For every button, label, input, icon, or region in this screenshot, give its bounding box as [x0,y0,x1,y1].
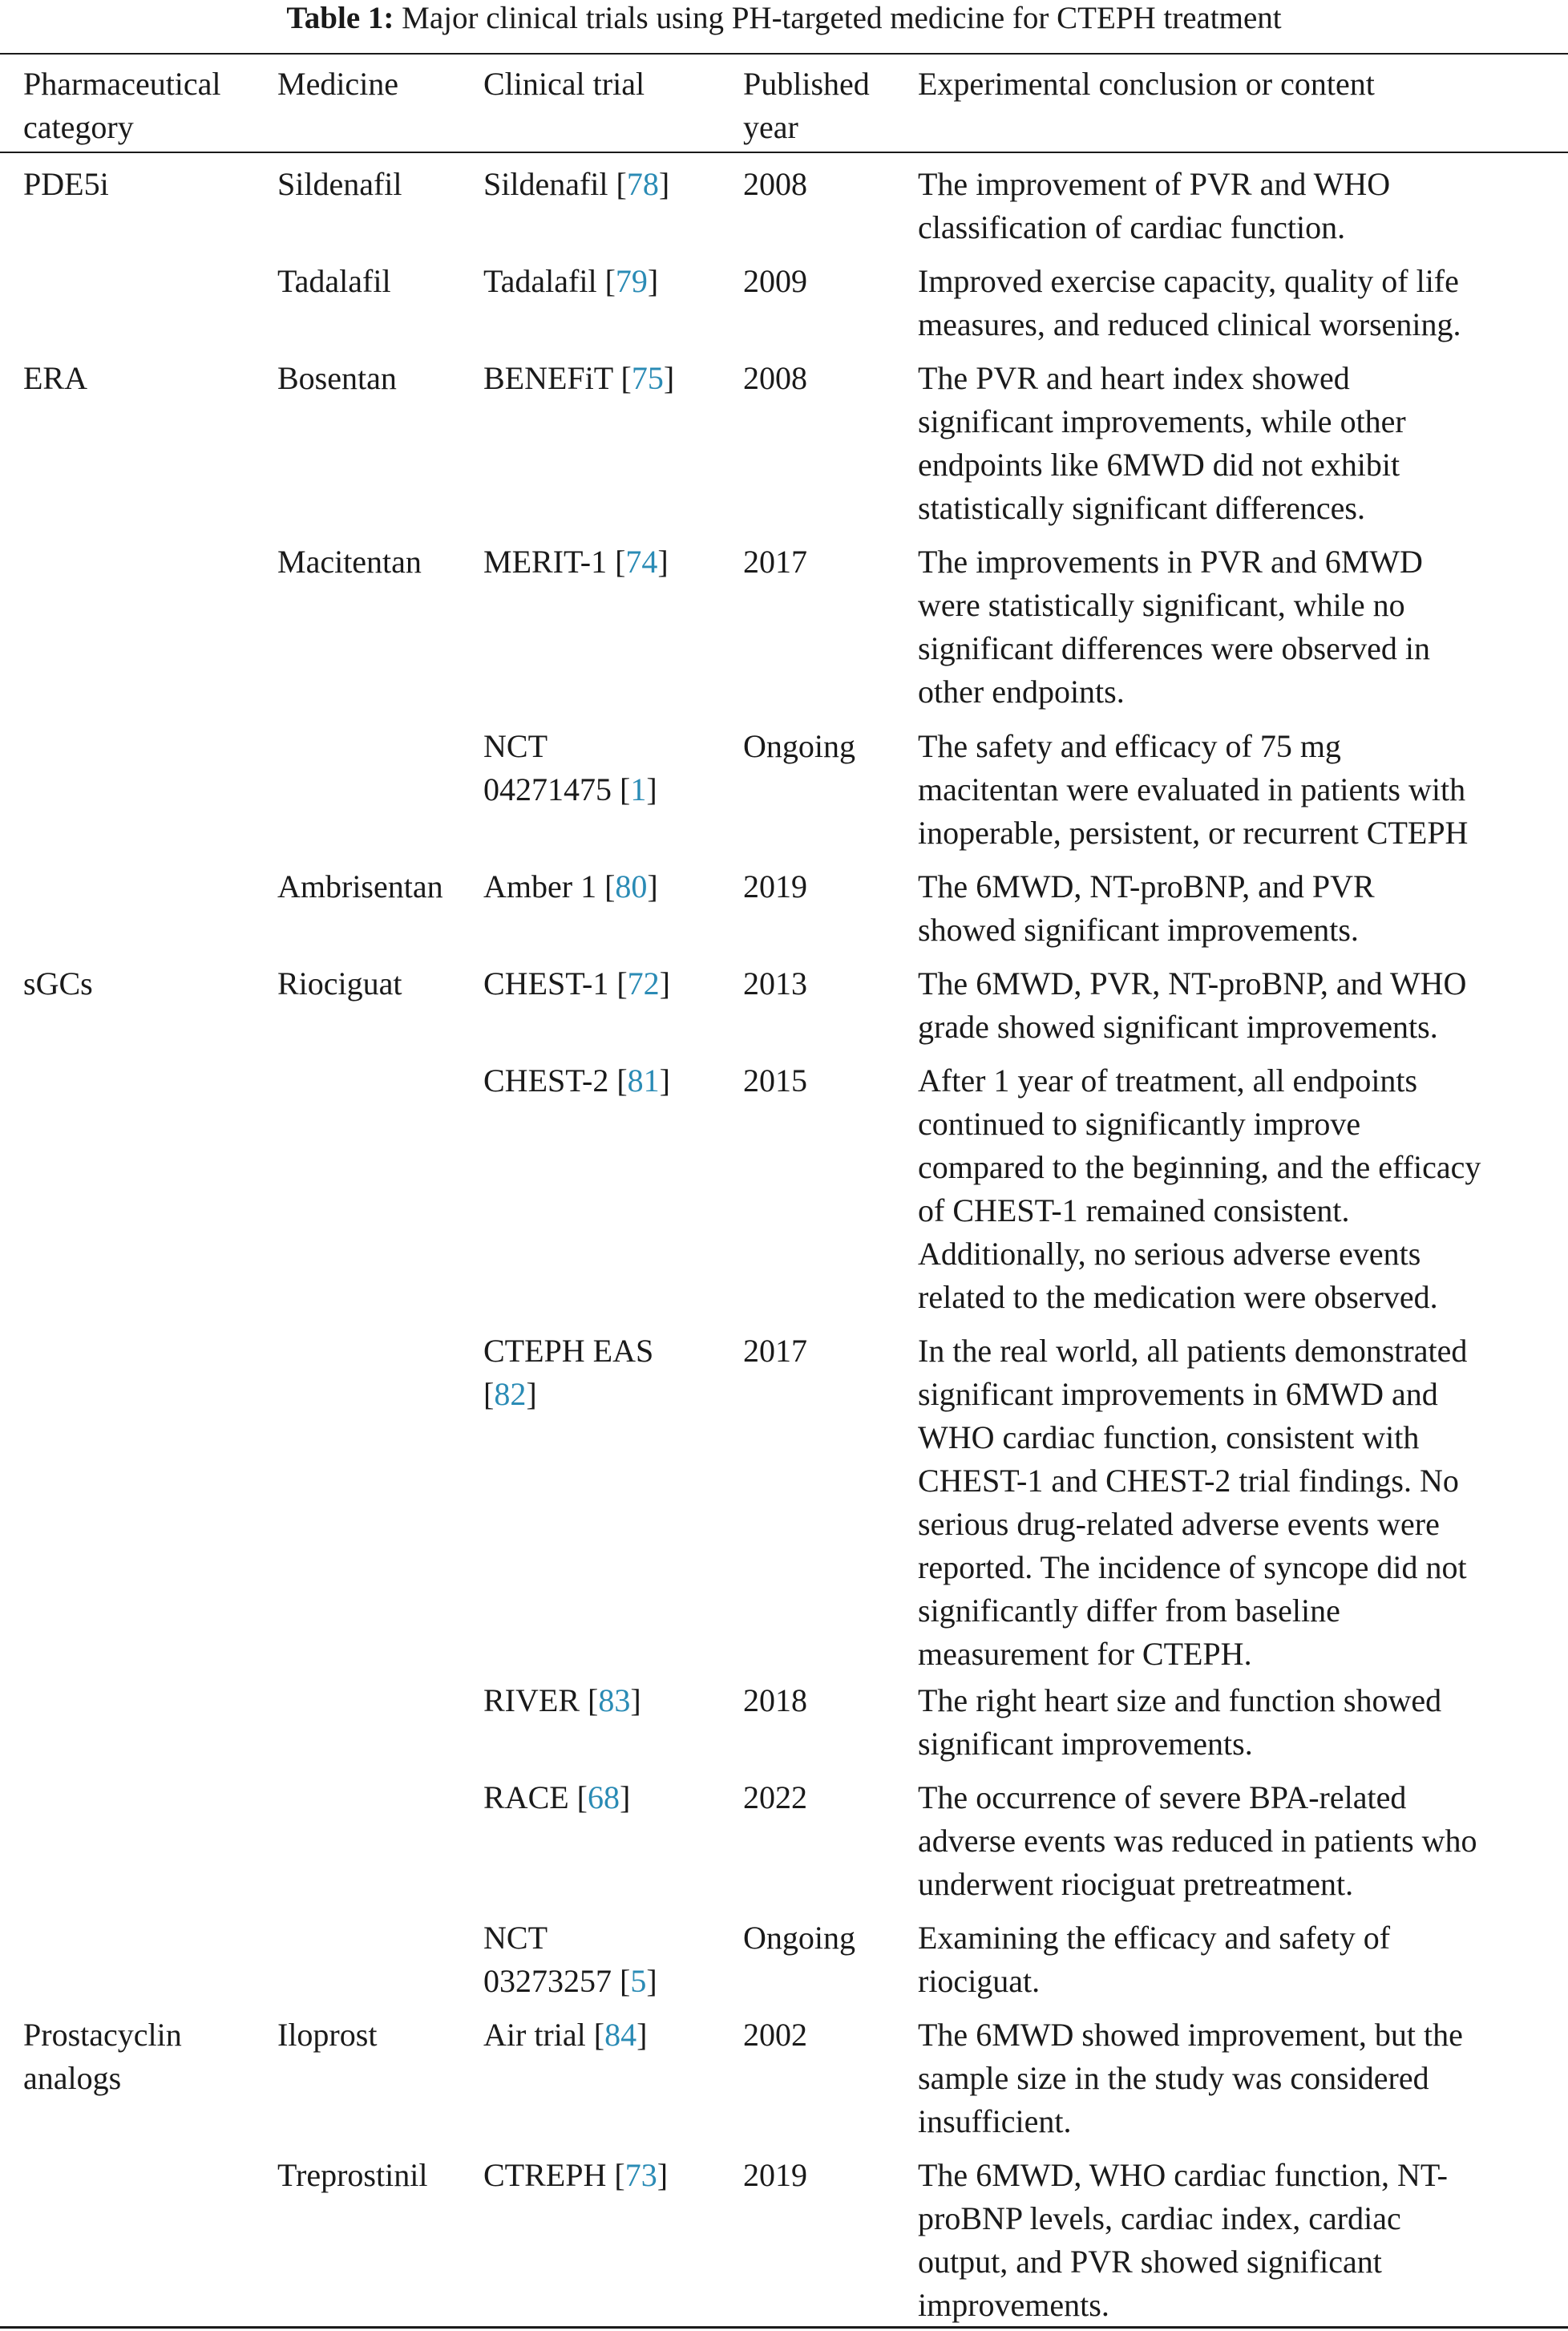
row-conclusion: Examining the efficacy and safety of riociguat. [918,1920,1391,1999]
row-trial [483,2013,740,2057]
row-category: ERA [23,360,87,396]
trial-bracket: ] [526,1376,537,1412]
trial-bracket: ] [647,868,658,904]
header-category: Pharmaceutical category [23,66,221,145]
trial-name: CHEST-1 [ [483,965,628,1002]
trial-bracket: ] [663,360,675,396]
row-year: 2017 [743,1333,807,1369]
row-trial [483,1059,740,1103]
row-year: Ongoing [743,728,855,764]
trial-bracket: ] [659,1062,670,1099]
row-trial [483,1776,740,1819]
trial-name: BENEFiT [ [483,360,632,396]
reference-link[interactable]: 73 [624,2157,657,2193]
trial-name: CTREPH [ [483,2157,625,2193]
row-trial [483,357,740,400]
trial-bracket: ] [646,771,657,807]
row-conclusion: The PVR and heart index showed significant improvements, while other endpoints like 6MWD did not exhibit statistically significant differences. [918,360,1406,526]
header-medicine: Medicine [277,66,399,102]
header-year: Published year [743,66,870,145]
trial-bracket: ] [647,263,659,299]
row-medicine: Tadalafil [277,263,391,299]
row-medicine: Ambrisentan [277,868,443,904]
row-trial [483,865,740,909]
row-trial [483,962,740,1006]
trial-name: MERIT-1 [ [483,544,626,580]
reference-link[interactable]: 81 [627,1062,660,1099]
reference-link[interactable]: 72 [627,965,660,1002]
row-year: 2009 [743,263,807,299]
row-category: Prostacyclin analogs [23,2017,182,2096]
row-conclusion: The 6MWD showed improvement, but the sample size in the study was considered insufficient. [918,2017,1463,2139]
row-year: 2022 [743,1779,807,1815]
row-conclusion: After 1 year of treatment, all endpoints continued to significantly improve compared to the beginning, and the efficacy of CHEST-1 remained consistent. Additionally, no serious adverse events related to the medication were observed. [918,1062,1481,1315]
row-year: 2018 [743,1682,807,1718]
row-year: 2019 [743,868,807,904]
trial-name: Tadalafil [ [483,263,616,299]
row-year: 2015 [743,1062,807,1099]
header-trial: Clinical trial [483,66,645,102]
trial-name: RIVER [ [483,1682,599,1718]
reference-link[interactable]: 74 [625,544,658,580]
row-trial [483,2154,740,2197]
row-conclusion: Improved exercise capacity, quality of life measures, and reduced clinical worsening. [918,263,1461,342]
row-medicine: Riociguat [277,965,402,1002]
row-conclusion: The 6MWD, PVR, NT-proBNP, and WHO grade showed significant improvements. [918,965,1467,1045]
row-trial [483,1679,740,1722]
row-year: 2008 [743,360,807,396]
row-year: 2002 [743,2017,807,2053]
row-trial [483,540,740,584]
row-year: 2008 [743,166,807,202]
row-conclusion: The improvement of PVR and WHO classification of cardiac function. [918,166,1391,245]
table-title: Major clinical trials using PH-targeted medicine for CTEPH treatment [402,1,1282,35]
trial-bracket: ] [658,166,670,202]
row-medicine: Bosentan [277,360,397,396]
row-trial [483,1916,740,2003]
row-trial [483,725,740,811]
reference-link[interactable]: 78 [626,166,659,202]
trial-name: Sildenafil [ [483,166,627,202]
row-category: PDE5i [23,166,109,202]
row-conclusion: In the real world, all patients demonstrated significant improvements in 6MWD and WHO cardiac function, consistent with CHEST-1 and CHEST-2 trial findings. No serious drug-related adverse events were reported. The incidence of syncope did not significantly differ from baseline measurement for CTEPH. [918,1333,1468,1672]
trial-bracket: ] [620,1779,631,1815]
row-category: sGCs [23,965,93,1002]
row-conclusion: The 6MWD, NT-proBNP, and PVR showed significant improvements. [918,868,1375,948]
reference-link[interactable]: 1 [630,771,647,807]
row-trial [483,163,740,206]
row-year: 2013 [743,965,807,1002]
trial-bracket: ] [630,1682,641,1718]
reference-link[interactable]: 79 [615,263,648,299]
trial-bracket: ] [646,1963,657,1999]
trial-name: Amber 1 [ [483,868,616,904]
reference-link[interactable]: 5 [630,1963,647,1999]
reference-link[interactable]: 83 [598,1682,631,1718]
reference-link[interactable]: 84 [604,2017,637,2053]
table-label: Table 1: [286,1,394,35]
trial-bracket: ] [657,2157,669,2193]
trial-bracket: ] [657,544,669,580]
row-trial [483,260,740,303]
reference-link[interactable]: 75 [631,360,664,396]
row-medicine: Macitentan [277,544,422,580]
row-conclusion: The improvements in PVR and 6MWD were statistically significant, while no significant differences were observed in other endpoints. [918,544,1431,710]
row-year: 2019 [743,2157,807,2193]
trial-bracket: ] [636,2017,648,2053]
row-medicine: Sildenafil [277,166,402,202]
trial-name: NCT 03273257 [ [483,1920,631,1999]
row-trial [483,1329,740,1416]
trial-name: CHEST-2 [ [483,1062,628,1099]
row-conclusion: The 6MWD, WHO cardiac function, NT- proBNP levels, cardiac index, cardiac output, and PVR showed significant improvements. [918,2157,1448,2323]
row-conclusion: The right heart size and function showed significant improvements. [918,1682,1442,1762]
row-conclusion: The occurrence of severe BPA-related adverse events was reduced in patients who underwent riociguat pretreatment. [918,1779,1477,1902]
header-conclusion: Experimental conclusion or content [918,66,1375,102]
trial-bracket: ] [659,965,670,1002]
trial-name: Air trial [ [483,2017,605,2053]
trial-name: NCT 04271475 [ [483,728,631,807]
row-year: 2017 [743,544,807,580]
trial-name: CTEPH EAS [ [483,1333,654,1412]
trial-name: RACE [ [483,1779,588,1815]
row-medicine: Treprostinil [277,2157,428,2193]
row-conclusion: The safety and efficacy of 75 mg macitentan were evaluated in patients with inoperable, persistent, or recurrent CTEPH [918,728,1469,851]
reference-link[interactable]: 82 [494,1376,527,1412]
row-medicine: Iloprost [277,2017,378,2053]
reference-link[interactable]: 68 [588,1779,620,1815]
reference-link[interactable]: 80 [615,868,648,904]
row-year: Ongoing [743,1920,855,1956]
